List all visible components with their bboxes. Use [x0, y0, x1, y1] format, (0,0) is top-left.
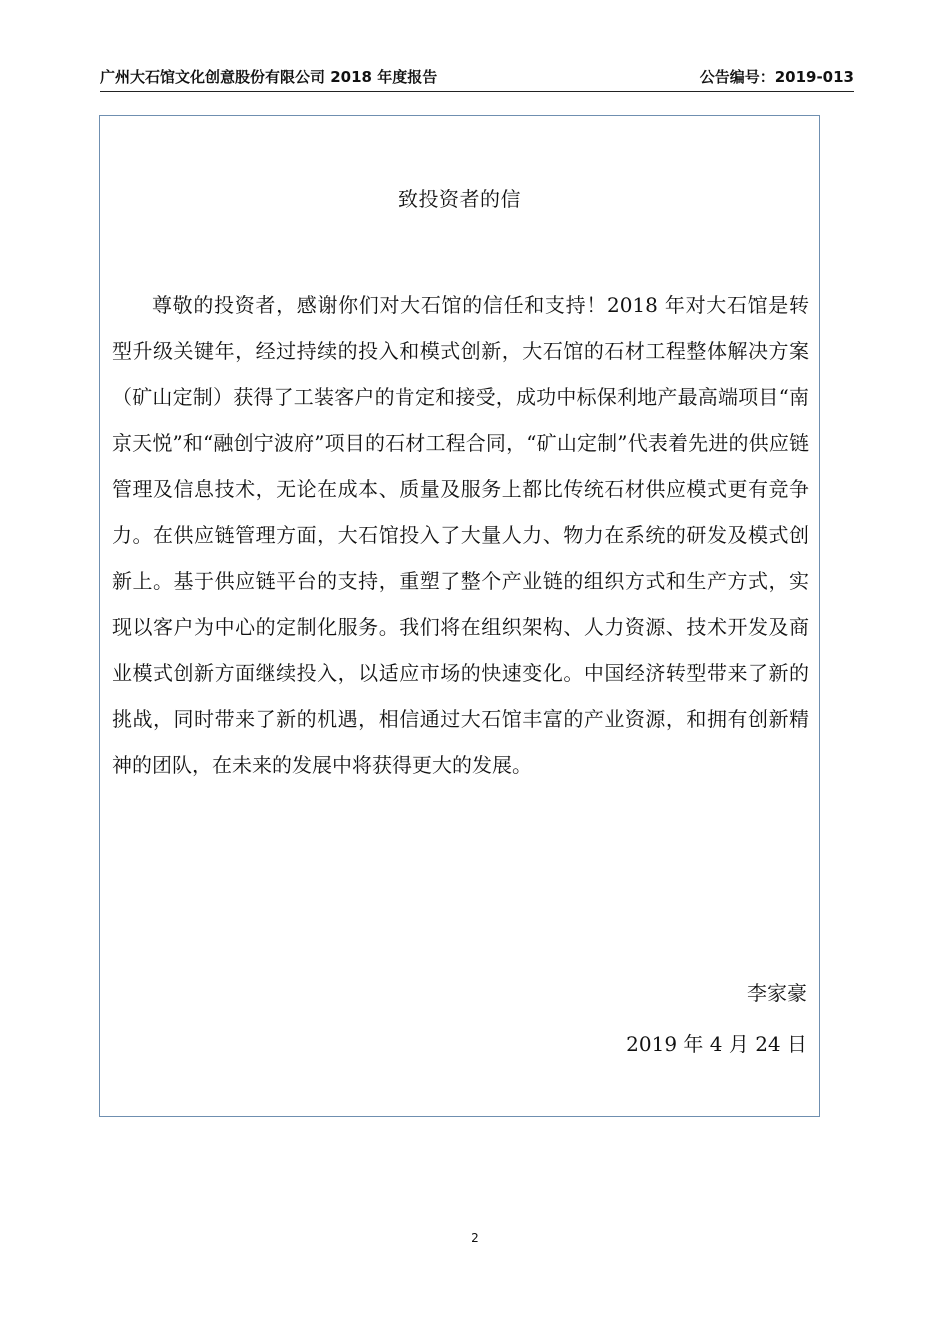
- letter-body: 尊敬的投资者，感谢你们对大石馆的信任和支持！2018 年对大石馆是转型升级关键年，经过持续的投入和模式创新，大石馆的石材工程整体解决方案（矿山定制）获得了工装客户的肯定和接受，成功中标保利地产最高端项目“南京天悦”和“融创宁波府”项目的石材工程合同，“矿山定制”代表着先进的供应链管理及信息技术，无论在成本、质量及服务上都比传统石材供应模式更有竞争力。在供应链管理方面，大石馆投入了大量人力、物力在系统的研发及模式创新上。基于供应链平台的支持，重塑了整个产业链的组织方式和生产方式，实现以客户为中心的定制化服务。我们将在组织架构、人力资源、技术开发及商业模式创新方面继续投入，以适应市场的快速变化。中国经济转型带来了新的挑战，同时带来了新的机遇，相信通过大石馆丰富的产业资源，和拥有创新精神的团队，在未来的发展中将获得更大的发展。: [112, 293, 809, 777]
- page-number: 2: [471, 1231, 479, 1245]
- letter-frame: [99, 115, 820, 1117]
- signature: 李家豪: [747, 981, 807, 1005]
- announcement-number: 公告编号：2019-013: [699, 68, 854, 86]
- page-header: [100, 67, 854, 92]
- letter-date: 2019 年 4 月 24 日: [626, 1032, 807, 1056]
- letter-title: 致投资者的信: [398, 187, 521, 211]
- report-title: 广州大石馆文化创意股份有限公司 2018 年度报告: [100, 68, 438, 86]
